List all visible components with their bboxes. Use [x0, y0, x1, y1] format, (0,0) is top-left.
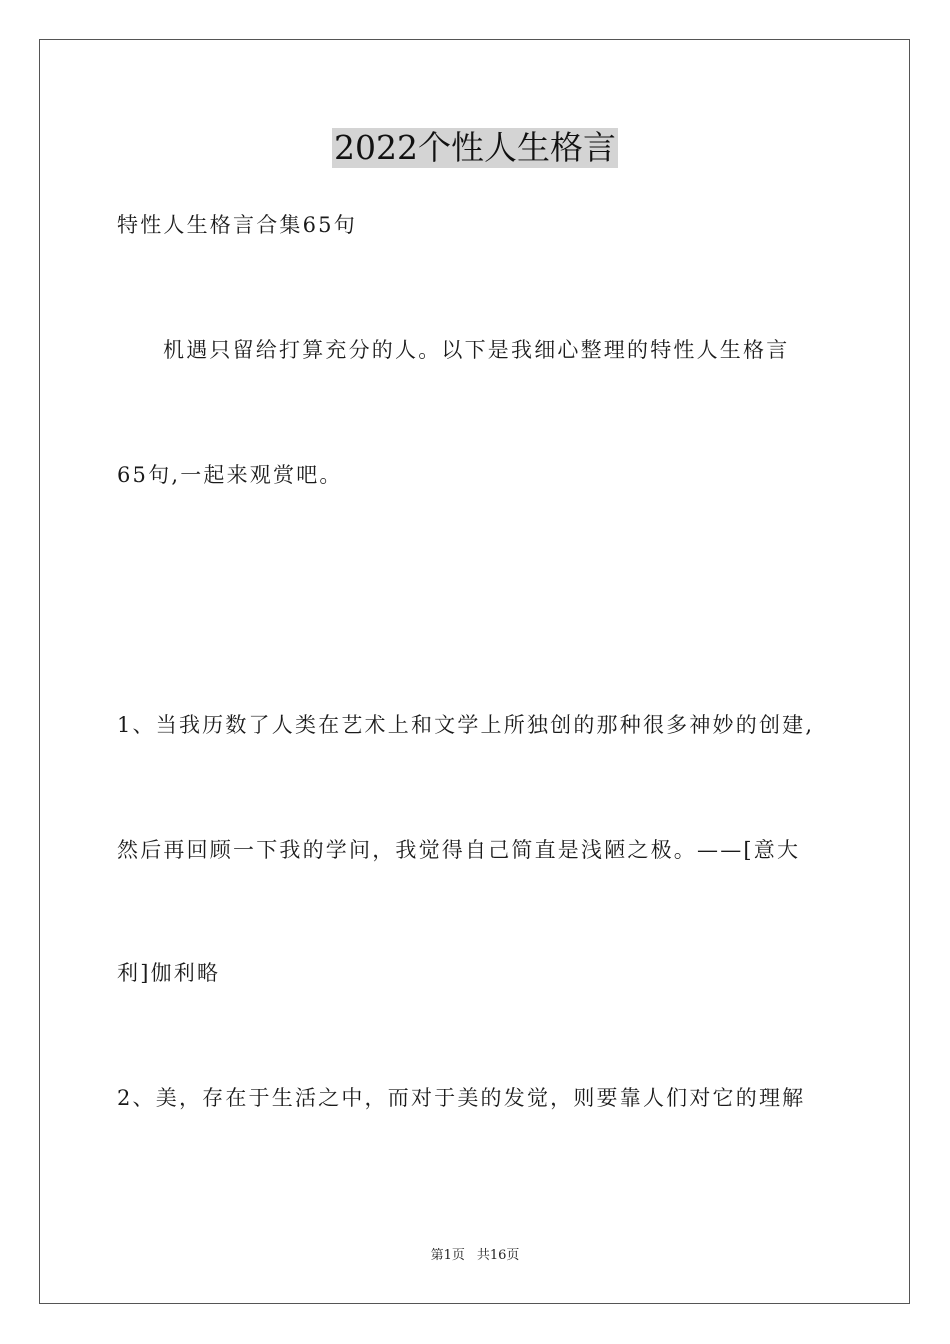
paragraph-line: 机遇只留给打算充分的人。以下是我细心整理的特性人生格言: [163, 338, 790, 362]
paragraph-line: 1、当我历数了人类在艺术上和文学上所独创的那种很多神妙的创建,: [117, 713, 815, 737]
document-subtitle: 特性人生格言合集65句: [117, 213, 357, 237]
document-title: 2022个性人生格言: [334, 128, 616, 167]
paragraph-line: 2、美，存在于生活之中，而对于美的发觉，则要靠人们对它的理解: [117, 1086, 806, 1110]
title-container: [0, 128, 950, 168]
paragraph-line: 然后再回顾一下我的学问，我觉得自己简直是浅陋之极。——[意大: [117, 838, 801, 862]
paragraph-line: 65句,一起来观赏吧。: [117, 463, 343, 487]
page-footer: [0, 1247, 950, 1265]
paragraph-line: 利]伽利略: [117, 961, 221, 985]
page-total: 共16页: [476, 1248, 520, 1263]
page-number: 第1页: [430, 1248, 465, 1263]
